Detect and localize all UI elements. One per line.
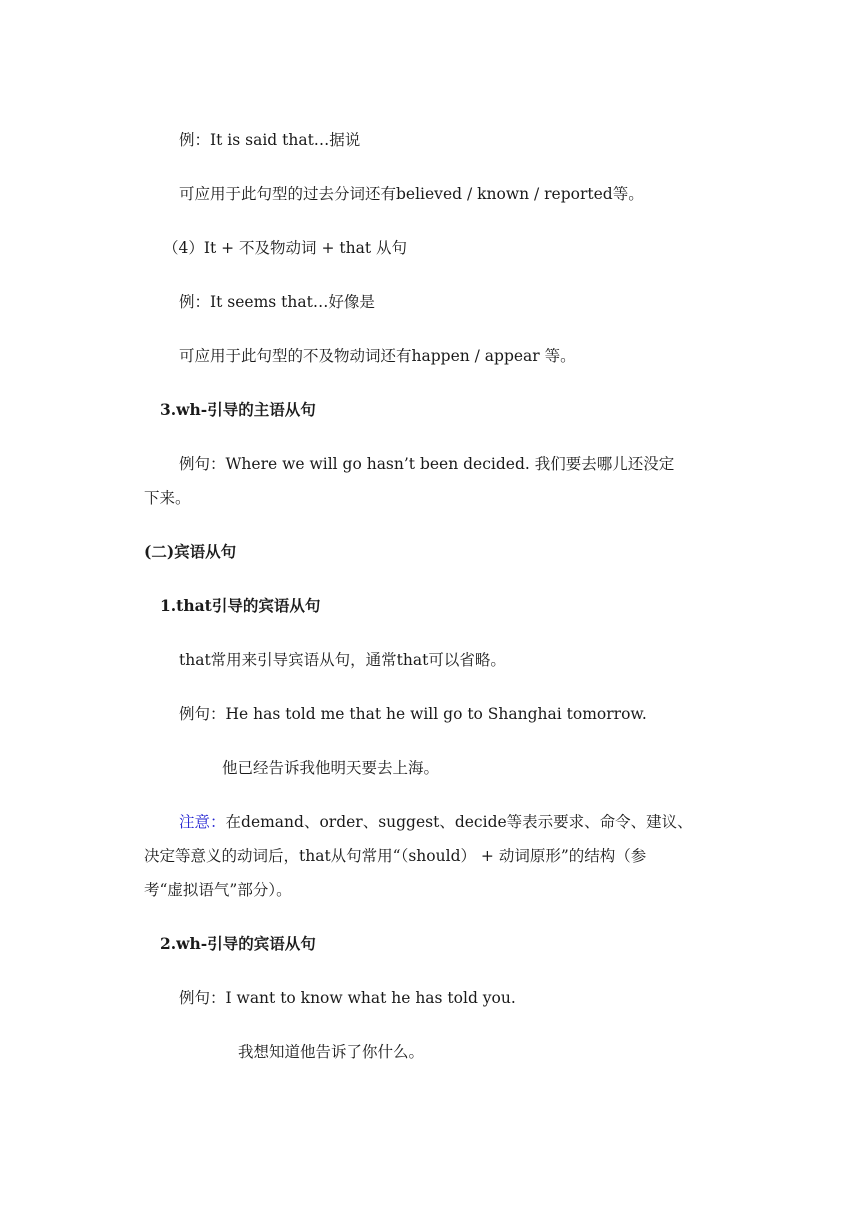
heading-wh-object-clause: 2.wh-引导的宾语从句 xyxy=(160,934,316,953)
heading-wh-subject-clause: 3.wh-引导的主语从句 xyxy=(160,400,316,419)
heading-that-object-clause: 1.that引导的宾语从句 xyxy=(160,596,321,615)
example-translation-what-he-told: 我想知道他告诉了你什么。 xyxy=(238,1043,425,1061)
note-subjunctive-text: 在demand、order、suggest、decide等表示要求、命令、建议、 xyxy=(225,813,693,831)
example-where-we-will-go-cont: 下来。 xyxy=(144,489,191,507)
heading-it-intransitive: （4）It + 不及物动词 + that 从句 xyxy=(163,239,408,257)
note-subjunctive-end: 考“虚拟语气”部分）。 xyxy=(144,881,292,899)
example-it-is-said: 例：It is said that…据说 xyxy=(179,131,361,149)
section-heading-object-clause: (二)宾语从句 xyxy=(144,542,237,561)
intransitive-verb-note: 可应用于此句型的不及物动词还有happen / appear 等。 xyxy=(179,347,576,365)
example-i-want-to-know: 例句：I want to know what he has told you. xyxy=(179,989,516,1007)
example-translation-shanghai: 他已经告诉我他明天要去上海。 xyxy=(222,759,440,777)
example-it-seems: 例：It seems that…好像是 xyxy=(179,293,375,311)
note-label: 注意： xyxy=(179,813,226,831)
example-where-we-will-go: 例句：Where we will go hasn’t been decided. 我们要去哪儿还没定 xyxy=(179,455,675,473)
past-participle-note: 可应用于此句型的过去分词还有believed / known / reported等。 xyxy=(179,185,644,203)
example-he-has-told-me: 例句：He has told me that he will go to Shanghai tomorrow. xyxy=(179,705,647,723)
that-omission-note: that常用来引导宾语从句，通常that可以省略。 xyxy=(179,651,506,669)
note-subjunctive-cont: 决定等意义的动词后，that从句常用“（should） + 动词原形”的结构（参 xyxy=(144,847,647,865)
note-subjunctive-verbs xyxy=(179,812,693,832)
